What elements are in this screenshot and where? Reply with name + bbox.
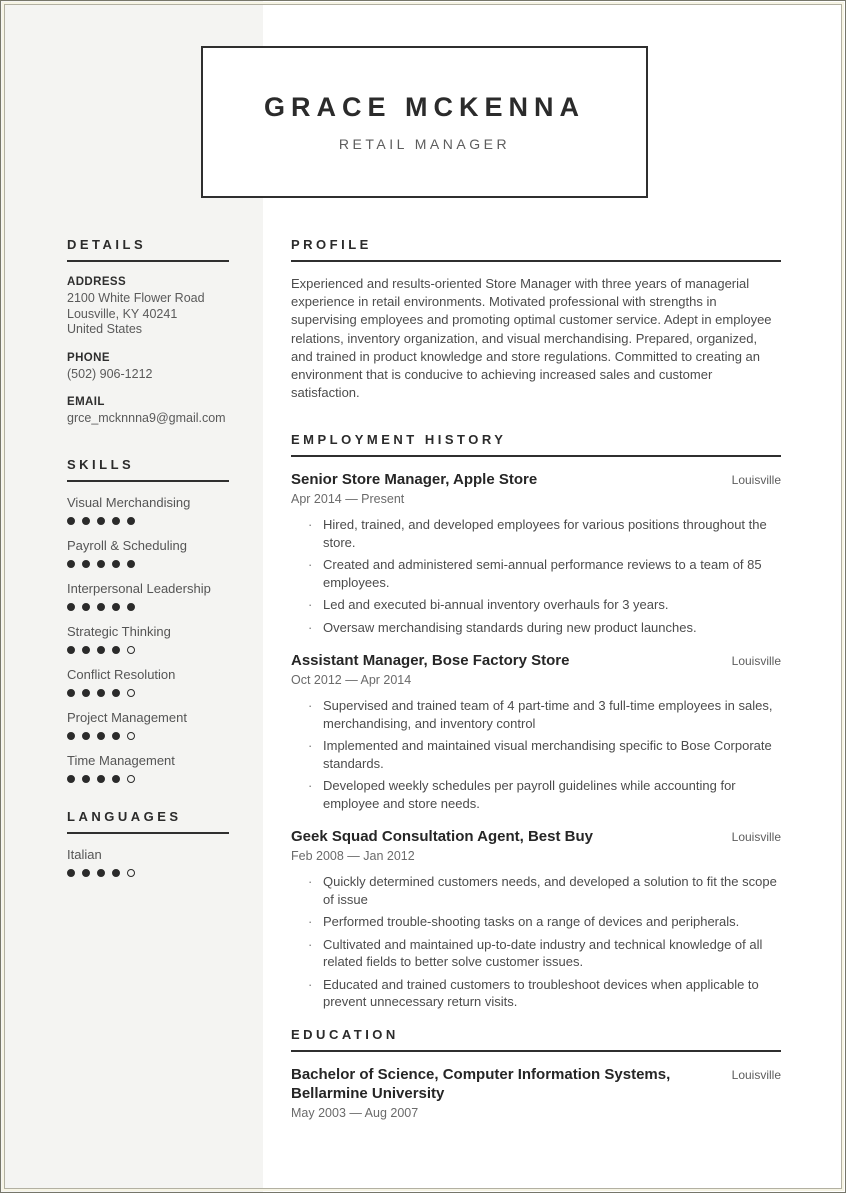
bullet-icon: ·: [308, 557, 313, 573]
profile-section: [291, 237, 781, 402]
skill-item: [67, 753, 229, 783]
rating-dot-filled: [82, 517, 90, 525]
bullet-text: Performed trouble-shooting tasks on a range of devices and peripherals.: [323, 914, 740, 930]
rating-dot-filled: [127, 603, 135, 611]
skill-rating: [67, 603, 229, 611]
education-degree: Bachelor of Science, Computer Information Systems, Bellarmine University: [291, 1065, 671, 1102]
bullet-icon: ·: [308, 517, 313, 533]
rating-dot-empty: [127, 869, 135, 877]
rating-dot-empty: [127, 775, 135, 783]
job-entry: [291, 651, 781, 812]
job-dates: Apr 2014 — Present: [291, 492, 405, 507]
job-entry: [291, 827, 781, 1011]
job-title-row: [291, 651, 781, 670]
job-title-row: [291, 827, 781, 846]
email-group: [67, 396, 229, 427]
rating-dot-filled: [97, 646, 105, 654]
bullet-text: Led and executed bi-annual inventory overhauls for 3 years.: [323, 597, 669, 613]
skill-rating: [67, 775, 229, 783]
bullet-text: Hired, trained, and developed employees for various positions throughout the store.: [323, 517, 767, 550]
skills-heading: SKILLS: [67, 457, 229, 482]
job-bullets: [291, 516, 781, 636]
skill-label: Time Management: [67, 752, 175, 768]
skill-item: [67, 710, 229, 740]
employment-section: [291, 432, 781, 1011]
rating-dot-filled: [82, 689, 90, 697]
address-line: Lousville, KY 40241: [67, 306, 178, 321]
bullet-item: [291, 619, 781, 637]
rating-dot-filled: [112, 869, 120, 877]
rating-dot-filled: [82, 869, 90, 877]
bullet-icon: ·: [308, 778, 313, 794]
bullet-item: [291, 737, 781, 772]
address-group: [67, 276, 229, 338]
bullet-item: [291, 873, 781, 908]
person-name: GRACE MCKENNA: [264, 92, 585, 122]
job-dates: Feb 2008 — Jan 2012: [291, 849, 415, 864]
bullet-text: Educated and trained customers to troubleshoot devices when applicable to prevent unnecessary return visits.: [323, 976, 759, 1010]
employment-heading: EMPLOYMENT HISTORY: [291, 432, 781, 457]
skill-label: Visual Merchandising: [67, 494, 191, 510]
rating-dot-filled: [112, 732, 120, 740]
rating-dot-filled: [82, 775, 90, 783]
address-line: United States: [67, 322, 143, 336]
job-title: Geek Squad Consultation Agent, Best Buy: [291, 828, 593, 846]
address-label: ADDRESS: [67, 276, 127, 288]
education-heading: EDUCATION: [291, 1027, 781, 1052]
rating-dot-filled: [112, 517, 120, 525]
details-heading: DETAILS: [67, 237, 229, 262]
bullet-text: Oversaw merchandising standards during new product launches.: [323, 619, 697, 635]
education-location: Louisville: [731, 1067, 781, 1082]
rating-dot-filled: [67, 869, 75, 877]
skill-item: [67, 667, 229, 697]
skill-rating: [67, 689, 229, 697]
rating-dot-filled: [67, 689, 75, 697]
language-rating: [67, 869, 229, 877]
skill-rating: [67, 732, 229, 740]
rating-dot-filled: [112, 646, 120, 654]
language-label: Italian: [67, 846, 102, 862]
rating-dot-filled: [82, 603, 90, 611]
bullet-icon: ·: [308, 874, 313, 890]
address-line: 2100 White Flower Road: [67, 291, 205, 305]
job-entry: [291, 470, 781, 636]
skill-label: Conflict Resolution: [67, 666, 176, 682]
education-title-row: [291, 1065, 781, 1103]
person-job-title: RETAIL MANAGER: [338, 136, 511, 152]
job-title: Senior Store Manager, Apple Store: [291, 471, 538, 489]
skill-item: [67, 624, 229, 654]
skill-item: [67, 495, 229, 525]
phone-value: (502) 906-1212: [67, 366, 153, 381]
skill-item: [67, 538, 229, 568]
rating-dot-filled: [67, 603, 75, 611]
phone-label: PHONE: [67, 351, 110, 364]
profile-text: Experienced and results-oriented Store Manager with three years of managerial experience in retail environments. Motivated professional with strengths in supervising employees and promoting optimal customer service. Adept in employee relations, inventory organization, and visual merchandising. Prepared, organized, and trained in product knowledge and store regulations. Committed to creating an environment that is conducive to achieving increased sales and customer satisfaction.: [291, 276, 772, 401]
bullet-item: [291, 516, 781, 551]
bullet-text: Created and administered semi-annual performance reviews to a team of 85 employees.: [323, 557, 762, 590]
rating-dot-filled: [97, 732, 105, 740]
profile-heading: PROFILE: [291, 237, 781, 262]
job-title-row: [291, 470, 781, 489]
bullet-item: [291, 976, 781, 1011]
skill-label: Interpersonal Leadership: [67, 580, 211, 596]
education-entry: [291, 1065, 781, 1121]
rating-dot-filled: [97, 775, 105, 783]
job-location: Louisville: [731, 473, 781, 488]
bullet-item: [291, 913, 781, 931]
rating-dot-empty: [127, 732, 135, 740]
skill-item: [67, 581, 229, 611]
rating-dot-filled: [97, 603, 105, 611]
rating-dot-filled: [97, 869, 105, 877]
rating-dot-filled: [67, 646, 75, 654]
rating-dot-filled: [82, 560, 90, 568]
bullet-text: Cultivated and maintained up-to-date industry and technical knowledge of all related fields to better solve customer issues.: [323, 936, 763, 970]
bullet-icon: ·: [308, 914, 313, 930]
rating-dot-filled: [82, 732, 90, 740]
bullet-item: [291, 936, 781, 971]
rating-dot-empty: [127, 689, 135, 697]
rating-dot-empty: [127, 646, 135, 654]
job-title: Assistant Manager, Bose Factory Store: [291, 652, 570, 670]
rating-dot-filled: [112, 689, 120, 697]
rating-dot-filled: [97, 560, 105, 568]
skill-rating: [67, 646, 229, 654]
job-dates: Oct 2012 — Apr 2014: [291, 673, 412, 688]
bullet-icon: ·: [308, 597, 313, 613]
bullet-text: Implemented and maintained visual merchandising specific to Bose Corporate standards.: [323, 738, 772, 771]
job-bullets: [291, 873, 781, 1011]
languages-heading: LANGUAGES: [67, 809, 229, 834]
skill-label: Payroll & Scheduling: [67, 537, 187, 553]
phone-group: [67, 352, 229, 383]
language-item: [67, 847, 229, 877]
bullet-icon: ·: [308, 619, 313, 635]
skill-rating: [67, 517, 229, 525]
bullet-icon: ·: [308, 936, 313, 952]
job-bullets: [291, 697, 781, 812]
rating-dot-filled: [67, 775, 75, 783]
skill-label: Strategic Thinking: [67, 623, 171, 639]
bullet-item: [291, 556, 781, 591]
bullet-icon: ·: [308, 698, 313, 714]
bullet-text: Supervised and trained team of 4 part-time and 3 full-time employees in sales, merchandising, and inventory control: [323, 698, 773, 731]
rating-dot-filled: [127, 560, 135, 568]
bullet-text: Quickly determined customers needs, and developed a solution to fit the scope of issue: [323, 874, 777, 907]
rating-dot-filled: [112, 775, 120, 783]
education-dates: May 2003 — Aug 2007: [291, 1105, 419, 1120]
education-section: [291, 1027, 781, 1121]
job-location: Louisville: [731, 830, 781, 845]
bullet-icon: ·: [308, 738, 313, 754]
name-card: [201, 46, 648, 198]
rating-dot-filled: [97, 689, 105, 697]
rating-dot-filled: [112, 603, 120, 611]
skill-rating: [67, 560, 229, 568]
bullet-item: [291, 777, 781, 812]
bullet-icon: ·: [308, 976, 313, 992]
rating-dot-filled: [67, 517, 75, 525]
rating-dot-filled: [97, 517, 105, 525]
skill-label: Project Management: [67, 709, 187, 725]
bullet-text: Developed weekly schedules per payroll guidelines while accounting for employee and store needs.: [323, 778, 736, 811]
bullet-item: [291, 697, 781, 732]
email-label: EMAIL: [67, 396, 105, 408]
rating-dot-filled: [127, 517, 135, 525]
rating-dot-filled: [112, 560, 120, 568]
rating-dot-filled: [67, 560, 75, 568]
email-value: grce_mcknnna9@gmail.com: [67, 411, 226, 425]
bullet-item: [291, 596, 781, 614]
rating-dot-filled: [82, 646, 90, 654]
job-location: Louisville: [731, 654, 781, 669]
rating-dot-filled: [67, 732, 75, 740]
